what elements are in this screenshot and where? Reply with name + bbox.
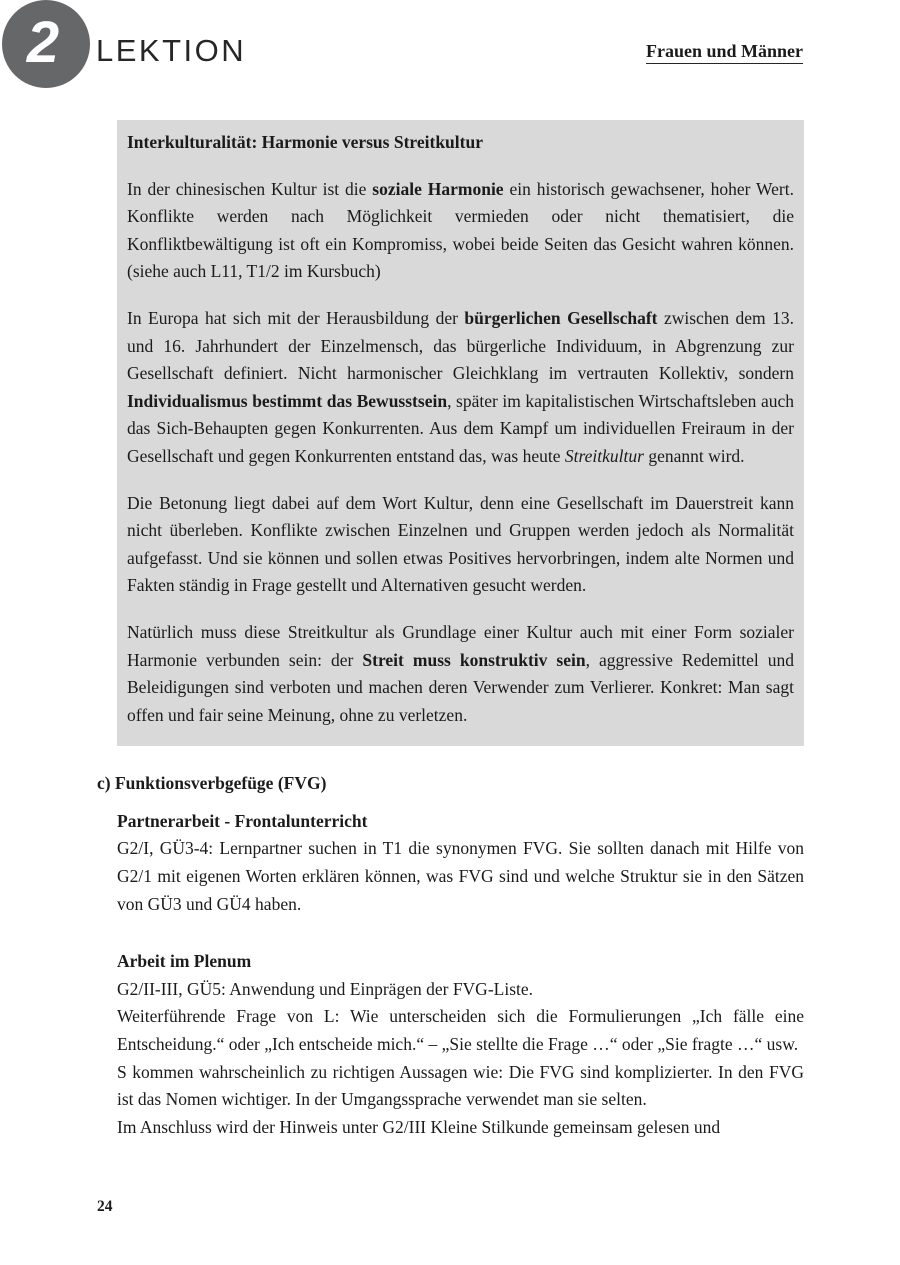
infobox-paragraph-1 bbox=[127, 176, 794, 286]
section-c-heading: c) Funktionsverbgefüge (FVG) bbox=[97, 773, 327, 794]
lesson-number: 2 bbox=[26, 9, 60, 75]
text-segment: , später im kapitalistischen Wirtschaftsleben auch das Sich-Behaupten gegen Konkurrenten. Aus dem Kampf um individuellen Freiraum in der Gesellschaft und gegen Konkurrenten entstand das, was heute bbox=[127, 390, 795, 466]
text-segment: In der chinesischen Kultur ist die bbox=[127, 178, 373, 199]
plenum-subsection bbox=[117, 948, 804, 1141]
text-segment: In Europa hat sich mit der Herausbildung der bbox=[127, 307, 465, 328]
infobox-paragraph-4 bbox=[127, 619, 794, 729]
chapter-title: Frauen und Männer bbox=[646, 41, 803, 64]
bold-segment: Individualismus bestimmt das Bewusstsein bbox=[127, 390, 448, 411]
partnerarbeit-body: G2/I, GÜ3-4: Lernpartner suchen in T1 die synonymen FVG. Sie sollten danach mit Hilfe von G2/1 mit eigenen Worten erklären können, was FVG sind und welche Struktur sie in den Sätzen von GÜ3 und GÜ4 haben. bbox=[117, 838, 804, 914]
plenum-paragraph: S kommen wahrscheinlich zu richtigen Aussagen wie: Die FVG sind komplizierter. In den FVG ist das Nomen wichtiger. In der Umgangssprache verwendet man sie selten. bbox=[117, 1061, 804, 1110]
page-content bbox=[97, 120, 804, 1141]
partnerarbeit-heading: Partnerarbeit - Frontalunterricht bbox=[117, 810, 368, 831]
plenum-heading: Arbeit im Plenum bbox=[117, 951, 252, 972]
partnerarbeit-subsection bbox=[117, 808, 804, 918]
plenum-paragraph: Im Anschluss wird der Hinweis unter G2/III Kleine Stilkunde gemeinsam gelesen und bbox=[117, 1116, 721, 1137]
plenum-paragraph: G2/II-III, GÜ5: Anwendung und Einprägen der FVG-Liste. bbox=[117, 978, 534, 999]
text-segment: , aggressive Redemittel und Beleidigungen sind verboten und machen deren Verwender zum Verlierer. Konkret: Man sagt offen und fair seine Meinung, ohne zu verletzen. bbox=[127, 649, 794, 725]
bold-segment: Streit muss konstruktiv sein bbox=[362, 649, 586, 670]
infobox bbox=[117, 120, 804, 746]
text-segment: genannt wird. bbox=[643, 445, 745, 466]
lesson-number-badge bbox=[2, 0, 90, 88]
text-segment: Natürlich muss diese Streitkultur als Grundlage einer Kultur auch mit einer Form sozialer Harmonie verbunden sein: der bbox=[127, 621, 794, 670]
infobox-title: Interkulturalität: Harmonie versus Streitkultur bbox=[127, 132, 483, 152]
plenum-paragraph: Weiterführende Frage von L: Wie unterscheiden sich die Formulierungen „Ich fälle eine Entscheidung.“ oder „Ich entscheide mich.“ – „Sie stellte die Frage …“ oder „Sie fragte …“ usw. bbox=[117, 1006, 804, 1055]
bold-segment: soziale Harmonie bbox=[372, 178, 504, 199]
italic-segment: Streitkultur bbox=[564, 445, 644, 466]
infobox-paragraph-2 bbox=[127, 305, 794, 471]
lesson-title: LEKTION bbox=[96, 33, 247, 68]
page-number: 24 bbox=[97, 1198, 113, 1215]
text-segment: ein historisch gewachsener, hoher Wert. Konflikte werden nach Möglichkeit vermieden oder nicht thematisiert, die Konfliktbewältigung ist oft ein Kompromiss, wobei beide Seiten das Gesicht wahren können. (siehe auch L11, T1/2 im Kursbuch) bbox=[127, 178, 794, 282]
bold-segment: bürgerlichen Gesellschaft bbox=[464, 307, 658, 328]
infobox-paragraph-3: Die Betonung liegt dabei auf dem Wort Kultur, denn eine Gesellschaft im Dauerstreit kann nicht überleben. Konflikte zwischen Einzelnen und Gruppen werden jedoch als Normalität aufgefasst. Und sie können und sollen etwas Positives hervorbringen, indem alte Normen und Fakten ständig in Frage gestellt und Alternativen gesucht werden. bbox=[127, 492, 794, 596]
text-segment: zwischen dem 13. und 16. Jahrhundert der Einzelmensch, das bürgerliche Individuum, in Abgrenzung zur Gesellschaft definiert. Nicht harmonischer Gleichklang im vertrauten Kollektiv, sondern bbox=[127, 307, 795, 384]
